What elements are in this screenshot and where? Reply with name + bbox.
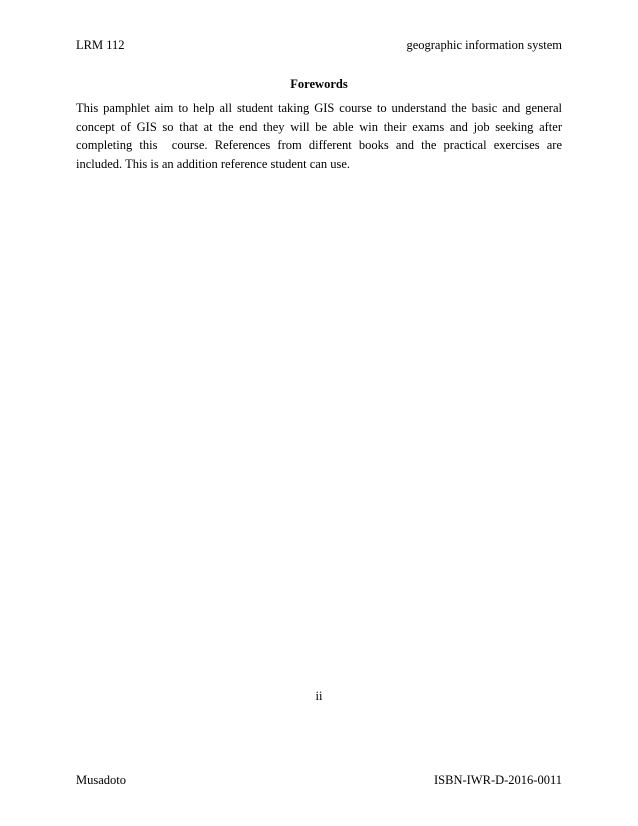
footer-isbn: ISBN-IWR-D-2016-0011 [434, 773, 562, 787]
foreword-paragraph: This pamphlet aim to help all student taking GIS course to understand the basic and general concept of GIS so that at the end they will be able win their exams and job seeking after completing this course. References from different books and the practical exercises are included. This is an addition reference student can use. [76, 101, 566, 171]
header-course-code: LRM 112 [76, 38, 125, 52]
page-number: ii [315, 689, 323, 703]
footer-author: Musadoto [76, 773, 126, 787]
page-footer [76, 772, 562, 788]
section-title: Forewords [290, 77, 348, 91]
header-subject: geographic information system [406, 38, 562, 52]
page-header [76, 37, 562, 53]
